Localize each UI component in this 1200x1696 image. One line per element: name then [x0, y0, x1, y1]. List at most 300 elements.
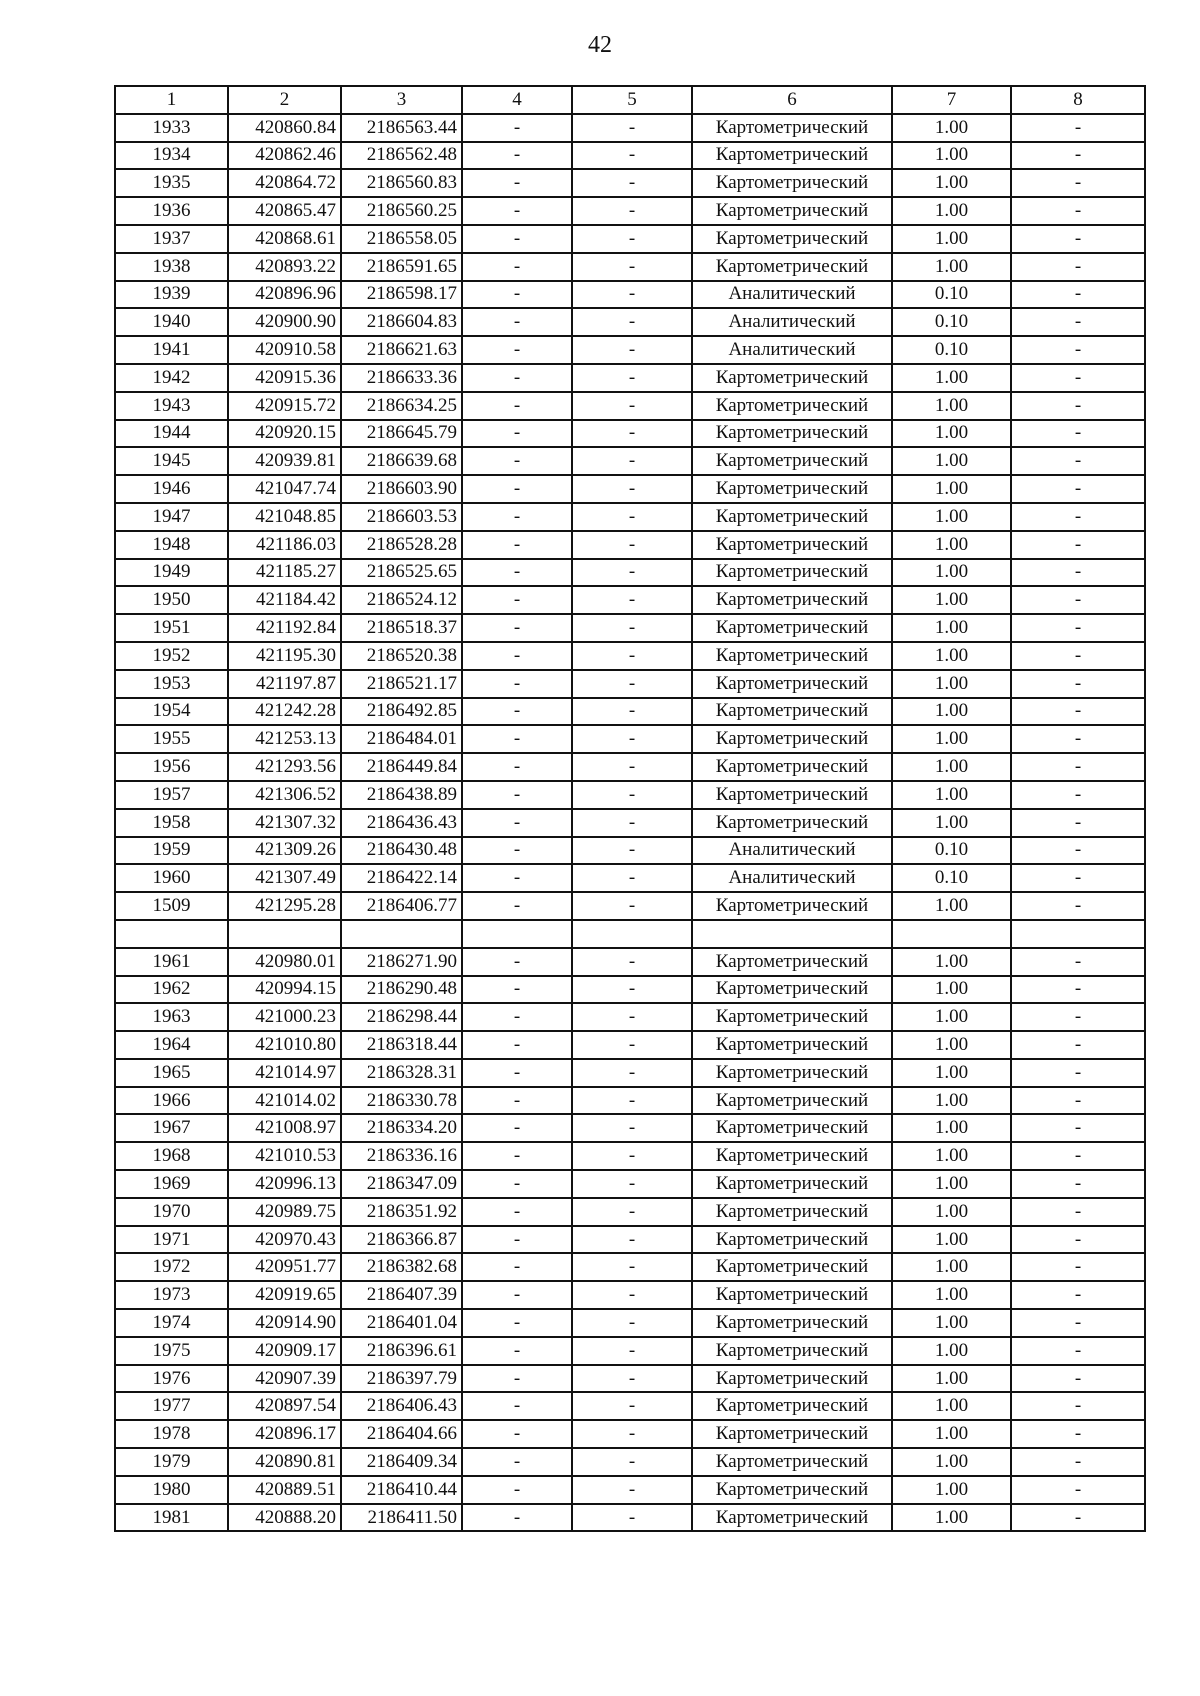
cell-accuracy: 1.00 [892, 225, 1011, 253]
cell-accuracy: 1.00 [892, 1170, 1011, 1198]
cell-col-5: - [572, 1059, 692, 1087]
cell-y-coordinate: 2186645.79 [341, 420, 462, 448]
cell-col-5: - [572, 892, 692, 920]
cell-method: Картометрический [692, 197, 892, 225]
cell-col-8: - [1011, 586, 1145, 614]
cell-x-coordinate: 420994.15 [228, 976, 341, 1004]
cell-point-number: 1950 [115, 586, 228, 614]
cell-y-coordinate: 2186430.48 [341, 837, 462, 865]
cell-col-4: - [462, 586, 572, 614]
cell-col-8: - [1011, 114, 1145, 142]
cell-y-coordinate: 2186351.92 [341, 1198, 462, 1226]
cell-col-8: - [1011, 892, 1145, 920]
cell-col-4: - [462, 336, 572, 364]
cell-col-5: - [572, 420, 692, 448]
cell-col-8: - [1011, 1059, 1145, 1087]
cell-col-4: - [462, 169, 572, 197]
cell-x-coordinate: 421014.97 [228, 1059, 341, 1087]
table-row [115, 809, 1145, 837]
cell-y-coordinate: 2186382.68 [341, 1253, 462, 1281]
cell-col-5: - [572, 1226, 692, 1254]
cell-col-5: - [572, 781, 692, 809]
header-cell: 8 [1011, 86, 1145, 114]
cell-y-coordinate: 2186591.65 [341, 253, 462, 281]
cell-y-coordinate: 2186336.16 [341, 1142, 462, 1170]
cell-x-coordinate: 420915.72 [228, 392, 341, 420]
cell-col-4: - [462, 308, 572, 336]
cell-col-5: - [572, 1365, 692, 1393]
cell-accuracy: 1.00 [892, 1031, 1011, 1059]
cell-col-8: - [1011, 1504, 1145, 1532]
cell-col-4: - [462, 1142, 572, 1170]
cell-x-coordinate: 421307.49 [228, 864, 341, 892]
cell-point-number: 1947 [115, 503, 228, 531]
cell-accuracy: 1.00 [892, 698, 1011, 726]
cell-y-coordinate: 2186558.05 [341, 225, 462, 253]
cell-col-8: - [1011, 253, 1145, 281]
table-header-row [115, 86, 1145, 114]
cell-point-number [115, 920, 228, 948]
table-row [115, 1365, 1145, 1393]
cell-col-5: - [572, 1392, 692, 1420]
table-row [115, 864, 1145, 892]
cell-method: Картометрический [692, 698, 892, 726]
table-row [115, 698, 1145, 726]
cell-col-4: - [462, 698, 572, 726]
cell-accuracy: 1.00 [892, 1281, 1011, 1309]
cell-col-5: - [572, 253, 692, 281]
cell-col-5: - [572, 364, 692, 392]
cell-y-coordinate: 2186438.89 [341, 781, 462, 809]
cell-method: Картометрический [692, 225, 892, 253]
cell-y-coordinate: 2186528.28 [341, 531, 462, 559]
cell-method: Картометрический [692, 1059, 892, 1087]
cell-col-4: - [462, 447, 572, 475]
cell-col-5: - [572, 753, 692, 781]
cell-col-8: - [1011, 753, 1145, 781]
cell-point-number: 1935 [115, 169, 228, 197]
header-cell: 1 [115, 86, 228, 114]
cell-col-4: - [462, 837, 572, 865]
table-row [115, 308, 1145, 336]
table-row [115, 1504, 1145, 1532]
table-row [115, 725, 1145, 753]
cell-col-5: - [572, 1170, 692, 1198]
cell-accuracy: 1.00 [892, 1087, 1011, 1115]
cell-point-number: 1509 [115, 892, 228, 920]
cell-col-4: - [462, 531, 572, 559]
cell-col-8: - [1011, 837, 1145, 865]
cell-col-8: - [1011, 1309, 1145, 1337]
cell-col-4: - [462, 614, 572, 642]
cell-point-number: 1967 [115, 1114, 228, 1142]
cell-col-8: - [1011, 725, 1145, 753]
cell-x-coordinate: 420888.20 [228, 1504, 341, 1532]
cell-method: Картометрический [692, 364, 892, 392]
cell-accuracy: 0.10 [892, 336, 1011, 364]
cell-method: Картометрический [692, 475, 892, 503]
cell-accuracy: 1.00 [892, 1114, 1011, 1142]
table-row [115, 586, 1145, 614]
cell-col-4: - [462, 1031, 572, 1059]
cell-col-4: - [462, 1114, 572, 1142]
cell-col-8: - [1011, 475, 1145, 503]
table-row [115, 976, 1145, 1004]
table-row [115, 1281, 1145, 1309]
cell-x-coordinate: 420889.51 [228, 1476, 341, 1504]
cell-x-coordinate: 420996.13 [228, 1170, 341, 1198]
cell-col-5: - [572, 948, 692, 976]
cell-col-8: - [1011, 864, 1145, 892]
cell-y-coordinate: 2186396.61 [341, 1337, 462, 1365]
cell-x-coordinate: 420868.61 [228, 225, 341, 253]
cell-col-4: - [462, 1281, 572, 1309]
cell-method: Картометрический [692, 1170, 892, 1198]
cell-y-coordinate: 2186603.53 [341, 503, 462, 531]
cell-method: Картометрический [692, 781, 892, 809]
cell-accuracy: 1.00 [892, 114, 1011, 142]
cell-accuracy: 0.10 [892, 864, 1011, 892]
cell-y-coordinate: 2186334.20 [341, 1114, 462, 1142]
cell-col-4: - [462, 1253, 572, 1281]
cell-y-coordinate: 2186422.14 [341, 864, 462, 892]
cell-accuracy: 1.00 [892, 586, 1011, 614]
cell-col-5: - [572, 475, 692, 503]
cell-col-5: - [572, 142, 692, 170]
cell-point-number: 1943 [115, 392, 228, 420]
cell-x-coordinate: 421295.28 [228, 892, 341, 920]
cell-point-number: 1955 [115, 725, 228, 753]
cell-col-4: - [462, 1198, 572, 1226]
cell-point-number: 1976 [115, 1365, 228, 1393]
cell-point-number: 1938 [115, 253, 228, 281]
cell-col-5: - [572, 864, 692, 892]
cell-method: Аналитический [692, 864, 892, 892]
cell-accuracy: 1.00 [892, 169, 1011, 197]
table-row [115, 169, 1145, 197]
cell-x-coordinate: 420920.15 [228, 420, 341, 448]
cell-y-coordinate: 2186411.50 [341, 1504, 462, 1532]
table-row [115, 948, 1145, 976]
table-row [115, 1114, 1145, 1142]
cell-x-coordinate: 420970.43 [228, 1226, 341, 1254]
table-row [115, 614, 1145, 642]
cell-point-number: 1933 [115, 114, 228, 142]
cell-method: Картометрический [692, 1226, 892, 1254]
cell-y-coordinate: 2186524.12 [341, 586, 462, 614]
cell-col-8: - [1011, 447, 1145, 475]
cell-accuracy: 1.00 [892, 670, 1011, 698]
cell-col-8: - [1011, 1365, 1145, 1393]
cell-method: Картометрический [692, 1003, 892, 1031]
cell-col-8: - [1011, 642, 1145, 670]
cell-point-number: 1949 [115, 559, 228, 587]
cell-col-5: - [572, 392, 692, 420]
cell-col-8: - [1011, 1226, 1145, 1254]
cell-point-number: 1940 [115, 308, 228, 336]
cell-accuracy: 1.00 [892, 725, 1011, 753]
cell-method: Картометрический [692, 142, 892, 170]
cell-x-coordinate: 420897.54 [228, 1392, 341, 1420]
cell-method: Картометрический [692, 725, 892, 753]
cell-y-coordinate: 2186318.44 [341, 1031, 462, 1059]
cell-method: Картометрический [692, 670, 892, 698]
cell-col-4: - [462, 809, 572, 837]
cell-x-coordinate: 421293.56 [228, 753, 341, 781]
table-row [115, 670, 1145, 698]
table-row [115, 1142, 1145, 1170]
cell-col-4: - [462, 1337, 572, 1365]
cell-col-4: - [462, 1420, 572, 1448]
cell-col-4: - [462, 1087, 572, 1115]
cell-col-4: - [462, 1309, 572, 1337]
cell-accuracy: 0.10 [892, 308, 1011, 336]
cell-y-coordinate: 2186406.77 [341, 892, 462, 920]
cell-x-coordinate: 420896.96 [228, 281, 341, 309]
cell-point-number: 1958 [115, 809, 228, 837]
cell-col-4: - [462, 364, 572, 392]
cell-col-4: - [462, 1392, 572, 1420]
cell-col-8: - [1011, 781, 1145, 809]
cell-accuracy: 1.00 [892, 892, 1011, 920]
cell-col-8: - [1011, 1087, 1145, 1115]
cell-method [692, 920, 892, 948]
cell-x-coordinate: 421242.28 [228, 698, 341, 726]
cell-method: Картометрический [692, 948, 892, 976]
cell-accuracy: 1.00 [892, 531, 1011, 559]
cell-x-coordinate: 420939.81 [228, 447, 341, 475]
cell-accuracy: 1.00 [892, 1226, 1011, 1254]
cell-col-8: - [1011, 142, 1145, 170]
cell-point-number: 1964 [115, 1031, 228, 1059]
cell-y-coordinate: 2186492.85 [341, 698, 462, 726]
cell-accuracy: 1.00 [892, 753, 1011, 781]
cell-method: Картометрический [692, 1476, 892, 1504]
cell-col-8: - [1011, 670, 1145, 698]
cell-col-8: - [1011, 1114, 1145, 1142]
cell-point-number: 1968 [115, 1142, 228, 1170]
cell-accuracy: 1.00 [892, 364, 1011, 392]
cell-point-number: 1978 [115, 1420, 228, 1448]
table-row [115, 503, 1145, 531]
cell-col-4: - [462, 1059, 572, 1087]
cell-col-5: - [572, 308, 692, 336]
cell-col-8: - [1011, 1003, 1145, 1031]
cell-point-number: 1944 [115, 420, 228, 448]
cell-point-number: 1973 [115, 1281, 228, 1309]
cell-col-4: - [462, 1226, 572, 1254]
cell-x-coordinate [228, 920, 341, 948]
cell-col-8: - [1011, 614, 1145, 642]
cell-x-coordinate: 420907.39 [228, 1365, 341, 1393]
cell-accuracy: 1.00 [892, 1365, 1011, 1393]
cell-y-coordinate: 2186328.31 [341, 1059, 462, 1087]
cell-col-8: - [1011, 559, 1145, 587]
cell-accuracy: 1.00 [892, 1198, 1011, 1226]
cell-accuracy: 1.00 [892, 420, 1011, 448]
table-row [115, 1448, 1145, 1476]
cell-x-coordinate: 420951.77 [228, 1253, 341, 1281]
cell-point-number: 1939 [115, 281, 228, 309]
cell-col-8: - [1011, 1170, 1145, 1198]
cell-accuracy: 1.00 [892, 1504, 1011, 1532]
cell-method: Аналитический [692, 281, 892, 309]
cell-accuracy: 1.00 [892, 1337, 1011, 1365]
cell-x-coordinate: 420914.90 [228, 1309, 341, 1337]
cell-col-5: - [572, 1337, 692, 1365]
cell-x-coordinate: 421184.42 [228, 586, 341, 614]
cell-accuracy [892, 920, 1011, 948]
cell-point-number: 1979 [115, 1448, 228, 1476]
cell-y-coordinate: 2186563.44 [341, 114, 462, 142]
cell-col-8: - [1011, 1448, 1145, 1476]
table-row [115, 1420, 1145, 1448]
table-row [115, 642, 1145, 670]
cell-col-8: - [1011, 698, 1145, 726]
cell-col-8: - [1011, 1031, 1145, 1059]
cell-accuracy: 1.00 [892, 559, 1011, 587]
cell-accuracy: 1.00 [892, 503, 1011, 531]
cell-x-coordinate: 420919.65 [228, 1281, 341, 1309]
cell-col-5: - [572, 1504, 692, 1532]
cell-col-5: - [572, 698, 692, 726]
table-row [115, 1309, 1145, 1337]
cell-x-coordinate: 420909.17 [228, 1337, 341, 1365]
cell-y-coordinate: 2186366.87 [341, 1226, 462, 1254]
cell-col-4: - [462, 197, 572, 225]
cell-accuracy: 1.00 [892, 142, 1011, 170]
cell-accuracy: 1.00 [892, 392, 1011, 420]
cell-col-5: - [572, 197, 692, 225]
cell-accuracy: 1.00 [892, 1448, 1011, 1476]
cell-point-number: 1941 [115, 336, 228, 364]
cell-col-5: - [572, 1476, 692, 1504]
cell-point-number: 1957 [115, 781, 228, 809]
cell-col-4: - [462, 1448, 572, 1476]
cell-method: Картометрический [692, 1142, 892, 1170]
table-row [115, 197, 1145, 225]
cell-col-8: - [1011, 336, 1145, 364]
cell-method: Картометрический [692, 253, 892, 281]
cell-col-8: - [1011, 1198, 1145, 1226]
table-row [115, 781, 1145, 809]
table-row [115, 114, 1145, 142]
cell-point-number: 1977 [115, 1392, 228, 1420]
table-body [115, 86, 1145, 1531]
cell-point-number: 1970 [115, 1198, 228, 1226]
table-row [115, 447, 1145, 475]
cell-y-coordinate: 2186404.66 [341, 1420, 462, 1448]
cell-col-4: - [462, 114, 572, 142]
cell-col-5: - [572, 447, 692, 475]
cell-accuracy: 1.00 [892, 1476, 1011, 1504]
cell-x-coordinate: 420865.47 [228, 197, 341, 225]
table-row [115, 1059, 1145, 1087]
cell-method: Картометрический [692, 1504, 892, 1532]
cell-accuracy: 1.00 [892, 614, 1011, 642]
cell-x-coordinate: 420890.81 [228, 1448, 341, 1476]
cell-col-5: - [572, 1281, 692, 1309]
cell-col-4 [462, 920, 572, 948]
cell-col-4: - [462, 864, 572, 892]
cell-method: Картометрический [692, 586, 892, 614]
cell-x-coordinate: 420893.22 [228, 253, 341, 281]
cell-col-8: - [1011, 1420, 1145, 1448]
table-row [115, 1031, 1145, 1059]
cell-accuracy: 0.10 [892, 837, 1011, 865]
cell-col-8: - [1011, 1281, 1145, 1309]
cell-method: Картометрический [692, 1309, 892, 1337]
cell-col-4: - [462, 1365, 572, 1393]
cell-point-number: 1972 [115, 1253, 228, 1281]
cell-col-8: - [1011, 225, 1145, 253]
table-row [115, 1170, 1145, 1198]
cell-y-coordinate: 2186410.44 [341, 1476, 462, 1504]
cell-y-coordinate: 2186330.78 [341, 1087, 462, 1115]
cell-point-number: 1963 [115, 1003, 228, 1031]
table-row [115, 142, 1145, 170]
cell-col-8: - [1011, 1253, 1145, 1281]
cell-x-coordinate: 421309.26 [228, 837, 341, 865]
cell-col-4: - [462, 670, 572, 698]
cell-col-4: - [462, 142, 572, 170]
cell-col-5: - [572, 976, 692, 1004]
cell-accuracy: 1.00 [892, 781, 1011, 809]
cell-y-coordinate: 2186562.48 [341, 142, 462, 170]
cell-point-number: 1971 [115, 1226, 228, 1254]
cell-col-5: - [572, 837, 692, 865]
cell-col-5: - [572, 642, 692, 670]
cell-col-4: - [462, 1170, 572, 1198]
cell-method: Картометрический [692, 1420, 892, 1448]
cell-point-number: 1954 [115, 698, 228, 726]
cell-point-number: 1934 [115, 142, 228, 170]
cell-point-number: 1965 [115, 1059, 228, 1087]
cell-accuracy: 1.00 [892, 1059, 1011, 1087]
cell-method: Картометрический [692, 447, 892, 475]
cell-col-8: - [1011, 1392, 1145, 1420]
cell-accuracy: 1.00 [892, 1420, 1011, 1448]
cell-y-coordinate: 2186633.36 [341, 364, 462, 392]
cell-col-5: - [572, 114, 692, 142]
table-row [115, 420, 1145, 448]
cell-point-number: 1953 [115, 670, 228, 698]
table-row [115, 1253, 1145, 1281]
cell-accuracy: 1.00 [892, 809, 1011, 837]
table-row [115, 892, 1145, 920]
cell-point-number: 1942 [115, 364, 228, 392]
cell-x-coordinate: 421010.80 [228, 1031, 341, 1059]
cell-point-number: 1937 [115, 225, 228, 253]
cell-method: Картометрический [692, 1337, 892, 1365]
cell-col-5: - [572, 503, 692, 531]
cell-col-4: - [462, 976, 572, 1004]
table-row [115, 281, 1145, 309]
cell-col-4: - [462, 725, 572, 753]
cell-accuracy: 1.00 [892, 447, 1011, 475]
table-row [115, 1198, 1145, 1226]
cell-y-coordinate: 2186409.34 [341, 1448, 462, 1476]
cell-y-coordinate: 2186604.83 [341, 308, 462, 336]
cell-accuracy: 1.00 [892, 1392, 1011, 1420]
cell-y-coordinate: 2186407.39 [341, 1281, 462, 1309]
cell-col-8: - [1011, 1476, 1145, 1504]
cell-accuracy: 1.00 [892, 1309, 1011, 1337]
cell-col-4: - [462, 753, 572, 781]
cell-y-coordinate: 2186639.68 [341, 447, 462, 475]
table-row [115, 753, 1145, 781]
table-row [115, 225, 1145, 253]
